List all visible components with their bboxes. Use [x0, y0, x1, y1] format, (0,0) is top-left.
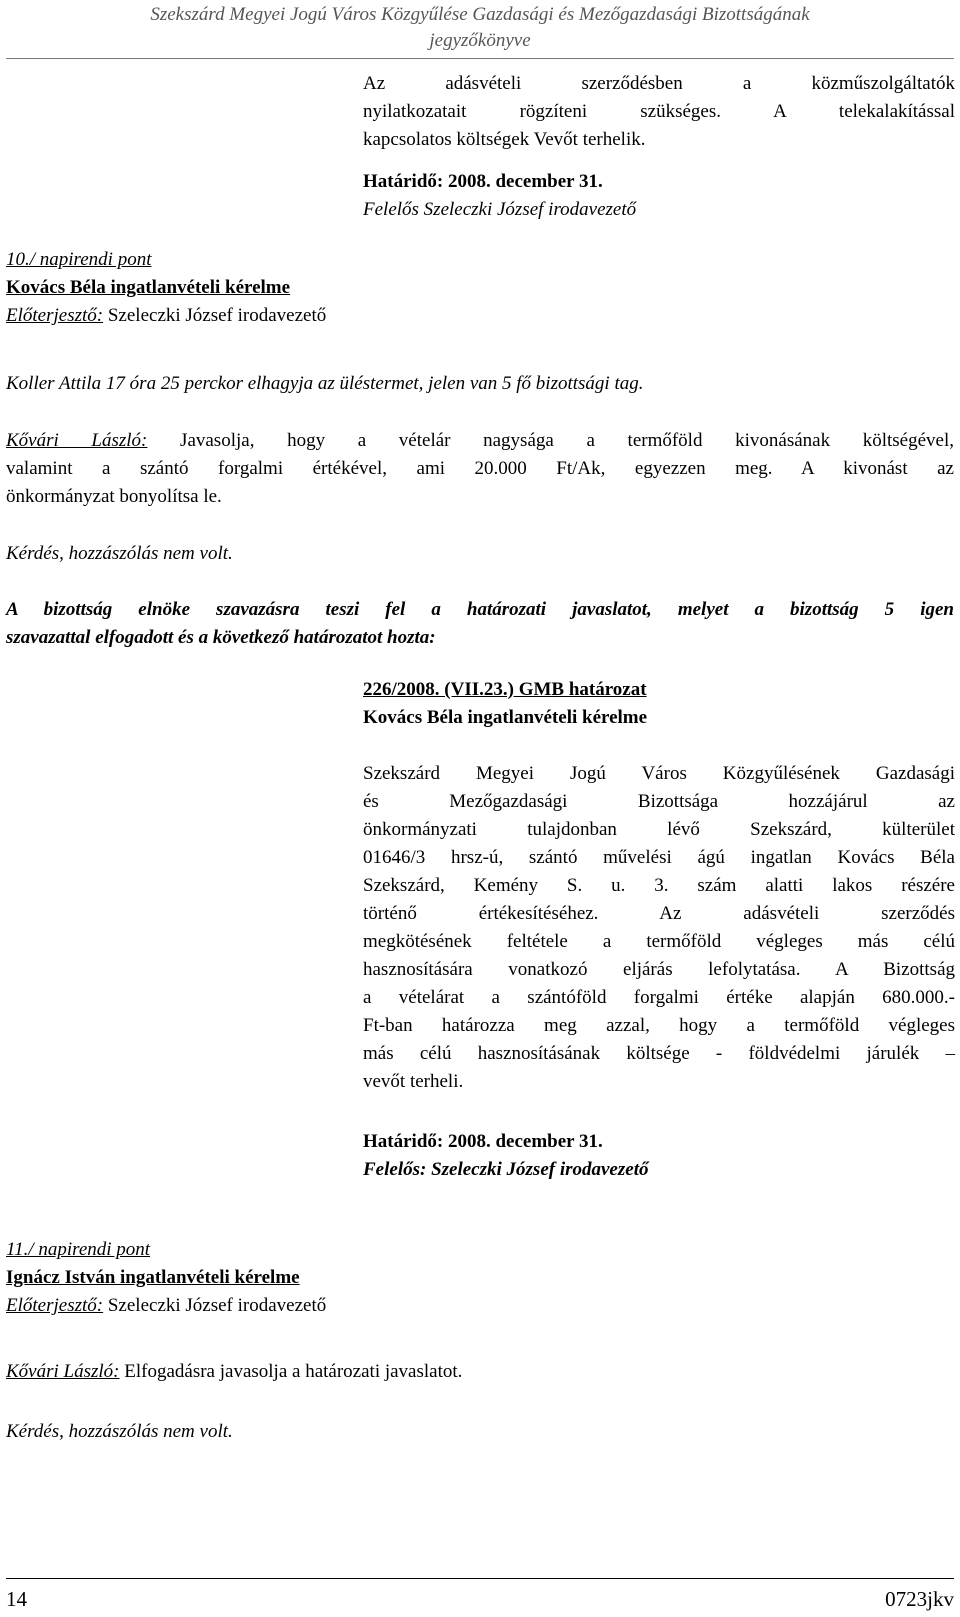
resolution-line: Ft-ban határozza meg azzal, hogy a termőföld végleges	[363, 1015, 955, 1036]
vote-line: A bizottság elnöke szavazásra teszi fel a határozati javaslatot, melyet a bizottság 5 igen	[6, 599, 954, 620]
resolution-line: a vételárat a szántóföld forgalmi értéke alapján 680.000.-	[363, 987, 955, 1008]
presenter-label: Előterjesztő:	[6, 1295, 104, 1316]
resolution-line: hasznosítására vonatkozó eljárás lefolytatása. A Bizottság	[363, 959, 955, 980]
resolution-line: más célú hasznosításának költsége - földvédelmi járulék –	[363, 1043, 955, 1064]
speech-line: valamint a szántó forgalmi értékével, ami 20.000 Ft/Ak, egyezzen meg. A kivonást az	[6, 458, 954, 479]
item10-vote	[6, 596, 954, 652]
resolution-body	[363, 760, 955, 1096]
header-title: Szekszárd Megyei Jogú Város Közgyűlése Gazdasági és Mezőgazdasági Bizottságának	[150, 4, 810, 25]
paragraph-line: Az adásvételi szerződésben a közműszolgáltatók	[363, 73, 955, 94]
agenda-item-number: 10./ napirendi pont	[6, 249, 152, 270]
page-header	[0, 2, 960, 54]
resolution-line: Szekszárd, Kemény S. u. 3. szám alatti lakos részére	[363, 875, 955, 896]
presenter-line	[6, 302, 954, 330]
item10-no-questions: Kérdés, hozzászólás nem volt.	[6, 543, 233, 564]
vote-line: szavazattal elfogadott és a következő határozatot hozta:	[6, 627, 436, 648]
item11-heading	[6, 1236, 954, 1320]
resolution-title: Kovács Béla ingatlanvételi kérelme	[363, 707, 648, 728]
agenda-item-title: Kovács Béla ingatlanvételi kérelme	[6, 277, 291, 298]
speech-line: Kővári László: Javasolja, hogy a vételár nagysága a termőföld kivonásának költségével,	[6, 430, 954, 451]
header-rule	[6, 58, 954, 59]
resolution-line: és Mezőgazdasági Bizottsága hozzájárul az	[363, 791, 955, 812]
speaker-name: Kővári László:	[6, 1361, 120, 1382]
agenda-item-title: Ignácz István ingatlanvételi kérelme	[6, 1267, 300, 1288]
header-subtitle: jegyzőkönyve	[429, 30, 531, 51]
resolution-line: 01646/3 hrsz-ú, szántó művelési ágú ingatlan Kovács Béla	[363, 847, 955, 868]
prev-item-paragraph	[363, 70, 955, 154]
agenda-item-number: 11./ napirendi pont	[6, 1239, 151, 1260]
paragraph-line: nyilatkozatait rögzíteni szükséges. A telekalakítással	[363, 101, 955, 122]
presenter-name: Szeleczki József irodavezető	[107, 1295, 327, 1316]
item10-heading	[6, 246, 954, 330]
resolution-heading	[363, 676, 955, 732]
item10-note: Koller Attila 17 óra 25 perckor elhagyja az üléstermet, jelen van 5 fő bizottsági tag.	[6, 373, 644, 394]
resolution-line: megkötésének feltétele a termőföld végleges más célú	[363, 931, 955, 952]
resolution-line: vevőt terheli.	[363, 1071, 464, 1092]
presenter-name: Szeleczki József irodavezető	[107, 305, 327, 326]
speech-line: önkormányzat bonyolítsa le.	[6, 486, 222, 507]
resolution-line: Szekszárd Megyei Jogú Város Közgyűlésének Gazdasági	[363, 763, 955, 784]
speaker-name: Kővári László:	[6, 430, 148, 451]
item10-speech	[6, 427, 954, 511]
paragraph-line: kapcsolatos költségek Vevőt terhelik.	[363, 129, 646, 150]
presenter-line	[6, 1292, 954, 1320]
resolution-number: 226/2008. (VII.23.) GMB határozat	[363, 679, 647, 700]
resolution-line: önkormányzati tulajdonban lévő Szekszárd, külterület	[363, 819, 955, 840]
resolution-line: történő értékesítéséhez. Az adásvételi szerződés	[363, 903, 955, 924]
item11-no-questions: Kérdés, hozzászólás nem volt.	[6, 1421, 233, 1442]
item11-speech: Kővári László: Elfogadásra javasolja a határozati javaslatot.	[6, 1361, 463, 1382]
footer-rule	[6, 1578, 954, 1579]
resolution-responsible: Felelős: Szeleczki József irodavezető	[363, 1159, 649, 1180]
presenter-label: Előterjesztő:	[6, 305, 104, 326]
resolution-deadline: Határidő: 2008. december 31.	[363, 1131, 603, 1152]
prev-item-deadline: Határidő: 2008. december 31.	[363, 171, 603, 192]
page-number: 14	[6, 1587, 27, 1611]
document-code: 0723jkv	[885, 1587, 954, 1611]
prev-item-responsible: Felelős Szeleczki József irodavezető	[363, 199, 637, 220]
